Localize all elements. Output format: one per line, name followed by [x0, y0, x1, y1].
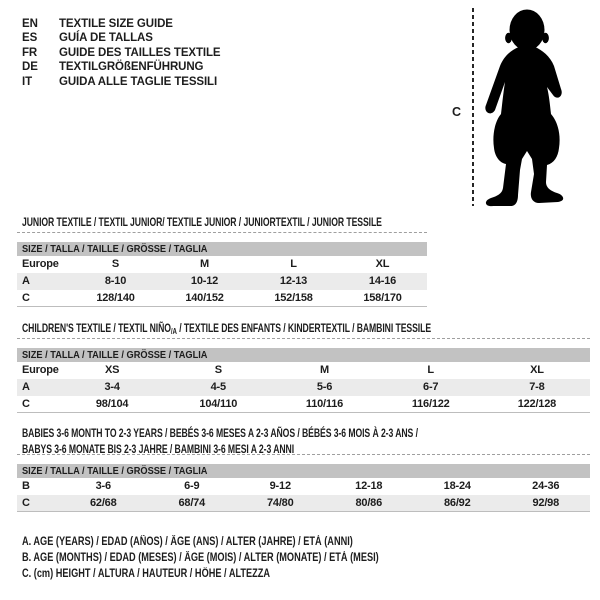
table-row: [17, 396, 590, 413]
table-cell: 128/140: [96, 292, 135, 304]
table-cell: 10-12: [190, 275, 219, 287]
table-cell: 122/128: [517, 398, 557, 410]
table-cell: S: [111, 258, 120, 270]
table-cell: 158/170: [363, 292, 402, 304]
section-title-text: [22, 321, 431, 340]
table-row: [17, 362, 590, 379]
table-row: [17, 379, 590, 396]
table-cell: XL: [375, 258, 390, 270]
table-top-rule: [17, 232, 427, 233]
table-cell: L: [290, 258, 297, 270]
table-cell: 14-16: [368, 275, 397, 287]
table-cell: 4-5: [210, 381, 226, 393]
table-cell: 86/92: [443, 497, 471, 509]
height-measure-label: C: [452, 105, 462, 119]
title-part: CHILDREN'S TEXTILE / TEXTIL NIÑO: [22, 321, 171, 335]
legend-line-a: A. AGE (YEARS) / EDAD (AÑOS) / ÂGE (ANS) / ALTER (JAHRE) / ETÀ (ANNI): [22, 536, 353, 548]
table-cell: L: [427, 364, 434, 376]
table-row: [17, 290, 427, 307]
table-cell: 6-7: [423, 381, 439, 393]
size-header-text: SIZE / TALLA / TAILLE / GRÖSSE / TAGLIA: [22, 465, 208, 477]
row-label: A: [22, 381, 30, 393]
language-code: DE: [22, 61, 38, 74]
language-label: TEXTILE SIZE GUIDE: [59, 18, 173, 30]
table-cell: 8-10: [104, 275, 127, 287]
title-subscript: /A: [170, 326, 177, 336]
table-cell: 80/86: [355, 497, 383, 509]
table-cell: 116/122: [411, 398, 450, 410]
row-label: Europe: [22, 364, 59, 376]
row-label: C: [22, 398, 30, 410]
table-cell: 140/152: [185, 292, 224, 304]
table-cell: 18-24: [443, 480, 471, 492]
children-size-table: [17, 338, 590, 413]
section-title-junior: [22, 215, 522, 231]
row-label: C: [22, 497, 30, 509]
table-cell: 110/116: [305, 398, 344, 410]
language-code: IT: [22, 75, 33, 88]
baby-silhouette-icon: [470, 2, 580, 208]
table-cell: 62/68: [89, 497, 117, 509]
section-title-children: [22, 321, 590, 340]
row-label: C: [22, 292, 30, 304]
table-cell: 98/104: [95, 398, 129, 410]
section-title-text: JUNIOR TEXTILE / TEXTIL JUNIOR/ TEXTILE JUNIOR / JUNIORTEXTIL / JUNIOR TESSILE: [22, 215, 382, 229]
section-title-line2: BABYS 3-6 MONATE BIS 2-3 JAHRE / BAMBINI 3-6 MESI A 2-3 ANNI: [22, 441, 295, 456]
table-cell: 9-12: [269, 480, 291, 492]
table-cell: 6-9: [184, 480, 200, 492]
table-top-rule: [17, 338, 590, 339]
table-cell: M: [200, 258, 209, 270]
size-header-bar: [17, 464, 590, 478]
language-label: GUÍA DE TALLAS: [59, 32, 153, 45]
size-header-bar: [17, 348, 590, 362]
title-part: / TEXTILE DES ENFANTS / KINDERTEXTIL / BAMBINI TESSILE: [176, 321, 432, 335]
table-cell: 3-6: [95, 480, 111, 492]
table-cell: 24-36: [532, 480, 560, 492]
measure-legend: [22, 534, 468, 582]
table-cell: M: [320, 364, 329, 376]
table-cell: S: [214, 364, 222, 376]
table-row: [17, 273, 427, 290]
table-cell: 104/110: [199, 398, 238, 410]
size-header-text: SIZE / TALLA / TAILLE / GRÖSSE / TAGLIA: [22, 243, 208, 255]
language-label: TEXTILGRÖßENFÜHRUNG: [59, 61, 204, 74]
language-label: GUIDA ALLE TAGLIE TESSILI: [59, 75, 218, 88]
table-cell: 5-6: [316, 381, 333, 393]
table-cell: XL: [530, 364, 544, 376]
table-cell: 152/158: [274, 292, 313, 304]
table-top-rule: [17, 454, 590, 455]
section-title-line1: BABIES 3-6 MONTH TO 2-3 YEARS / BEBÉS 3-6 MESES A 2-3 AÑOS / BÉBÉS 3-6 MOIS À 2-3 ANS /: [22, 426, 418, 440]
babies-size-table: [17, 454, 590, 512]
language-row-it: [22, 75, 221, 89]
language-row-es: [22, 31, 221, 45]
language-row-de: [22, 60, 221, 74]
table-row: [17, 495, 590, 512]
row-label: A: [22, 275, 30, 287]
row-label: B: [22, 480, 30, 492]
size-header-bar: [17, 242, 427, 256]
table-cell: 92/98: [532, 497, 560, 509]
language-list: [22, 17, 221, 89]
table-cell: 74/80: [266, 497, 294, 509]
table-row: [17, 256, 427, 273]
size-header-text: SIZE / TALLA / TAILLE / GRÖSSE / TAGLIA: [22, 349, 208, 361]
junior-size-table: [17, 232, 427, 307]
language-label: GUIDE DES TAILLES TEXTILE: [59, 46, 221, 59]
table-cell: 3-4: [104, 381, 120, 393]
section-title-babies: [22, 426, 572, 457]
row-label: Europe: [22, 258, 59, 270]
table-cell: 68/74: [178, 497, 206, 509]
table-cell: 7-8: [529, 381, 545, 393]
table-cell: 12-18: [355, 480, 383, 492]
table-cell: 12-13: [279, 275, 308, 287]
legend-line-c: C. (cm) HEIGHT / ALTURA / HAUTEUR / HÖHE / ALTEZZA: [22, 568, 271, 580]
legend-line-b: B. AGE (MONTHS) / EDAD (MESES) / ÂGE (MOIS) / ALTER (MONATE) / ETÀ (MESI): [22, 552, 379, 564]
baby-figure: [440, 0, 600, 214]
language-code: ES: [22, 32, 38, 45]
table-row: [17, 478, 590, 495]
language-row-en: [22, 17, 221, 31]
language-code: FR: [22, 46, 38, 59]
table-cell: XS: [104, 364, 120, 376]
language-row-fr: [22, 46, 221, 60]
language-code: EN: [22, 18, 38, 30]
